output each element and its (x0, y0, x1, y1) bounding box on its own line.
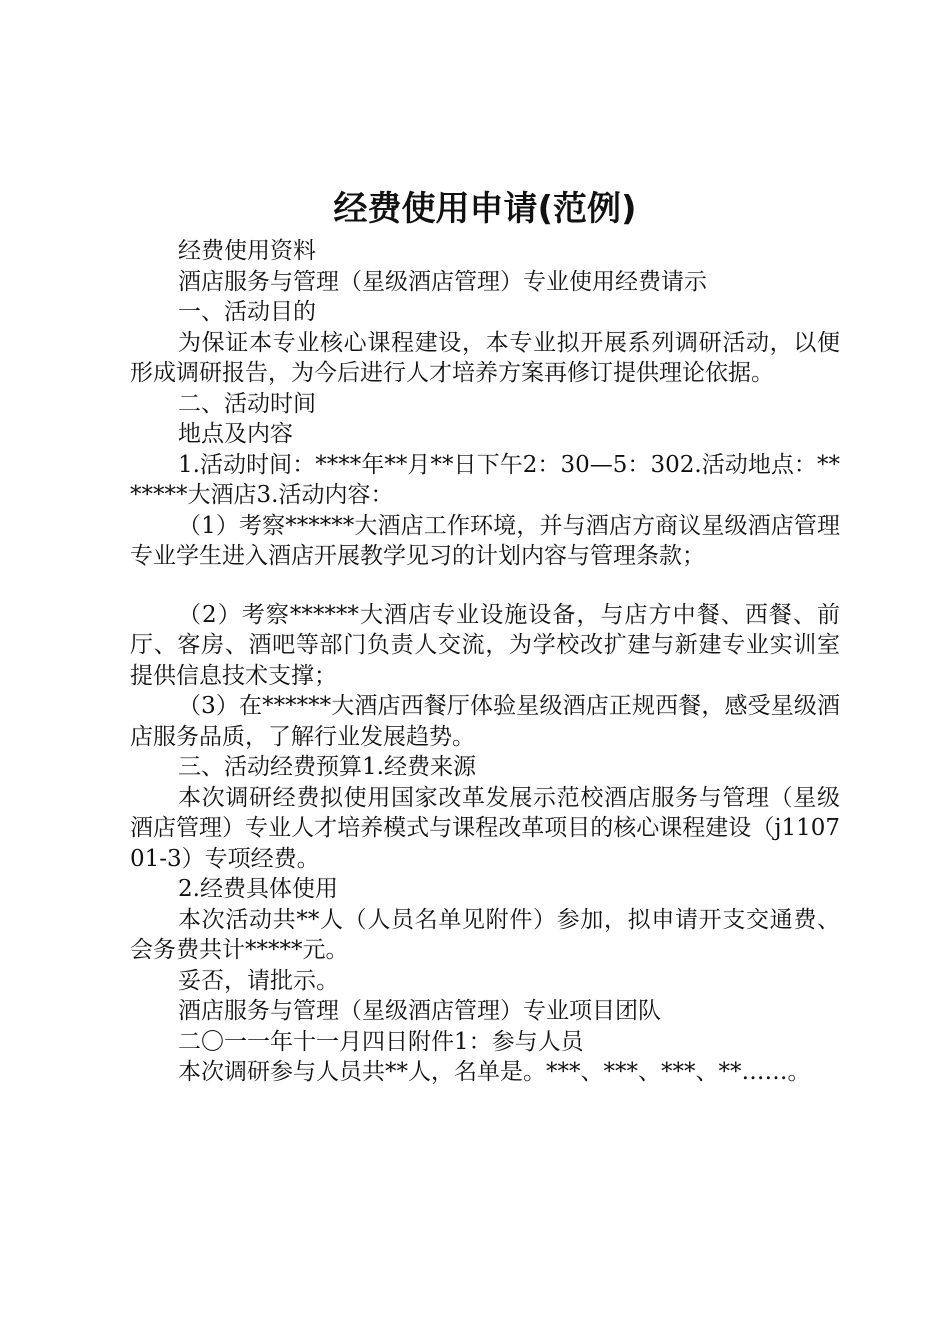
paragraph-time-place-content: 1.活动时间：****年**月**日下午2：30—5：302.活动地点：*******大酒店3.活动内容： (130, 451, 840, 508)
list-item-3: （3）在******大酒店西餐厅体验星级酒店正规西餐，感受星级酒店服务品质，了解行业发展趋势。 (130, 693, 840, 750)
paragraph-date-attachment: 二〇一一年十一月四日附件1：参与人员 (178, 1028, 584, 1055)
list-item-1: （1）考察******大酒店工作环境，并与酒店方商议星级酒店管理专业学生进入酒店开展教学见习的计划内容与管理条款； (130, 512, 840, 569)
section-heading-purpose: 一、活动目的 (178, 299, 316, 325)
document-title: 经费使用申请(范例) (333, 189, 637, 229)
paragraph-team-signature: 酒店服务与管理（星级酒店管理）专业项目团队 (178, 998, 661, 1024)
section-heading-time: 二、活动时间 (178, 390, 316, 417)
paragraph-request-title: 酒店服务与管理（星级酒店管理）专业使用经费请示 (178, 268, 707, 295)
section-heading-budget: 三、活动经费预算1.经费来源 (178, 754, 476, 780)
paragraph-funding-use: 本次活动共**人（人员名单见附件）参加，拟申请开支交通费、会务费共计*****元。 (130, 906, 840, 963)
paragraph-spacer (130, 572, 840, 600)
paragraph-material-heading: 经费使用资料 (178, 238, 316, 264)
paragraph-purpose: 为保证本专业核心课程建设，本专业拟开展系列调研活动，以便形成调研报告，为今后进行人才培养方案再修订提供理论依据。 (130, 329, 840, 386)
paragraph-funding-source: 本次调研经费拟使用国家改革发展示范校酒店服务与管理（星级酒店管理）专业人才培养模式与课程改革项目的核心课程建设（j110701-3）专项经费。 (130, 784, 840, 872)
paragraph-place-content: 地点及内容 (178, 421, 293, 447)
paragraph-participants: 本次调研参与人员共**人，名单是。***、***、***、**……。 (178, 1059, 811, 1085)
subheading-funding-use: 2.经费具体使用 (178, 876, 338, 902)
list-item-2: （2）考察******大酒店专业设施设备，与店方中餐、西餐、前厅、客房、酒吧等部门负责人交流，为学校改扩建与新建专业实训室提供信息技术支撑； (130, 601, 840, 689)
paragraph-approval-request: 妥否，请批示。 (178, 967, 339, 994)
document-page (130, 184, 840, 1088)
